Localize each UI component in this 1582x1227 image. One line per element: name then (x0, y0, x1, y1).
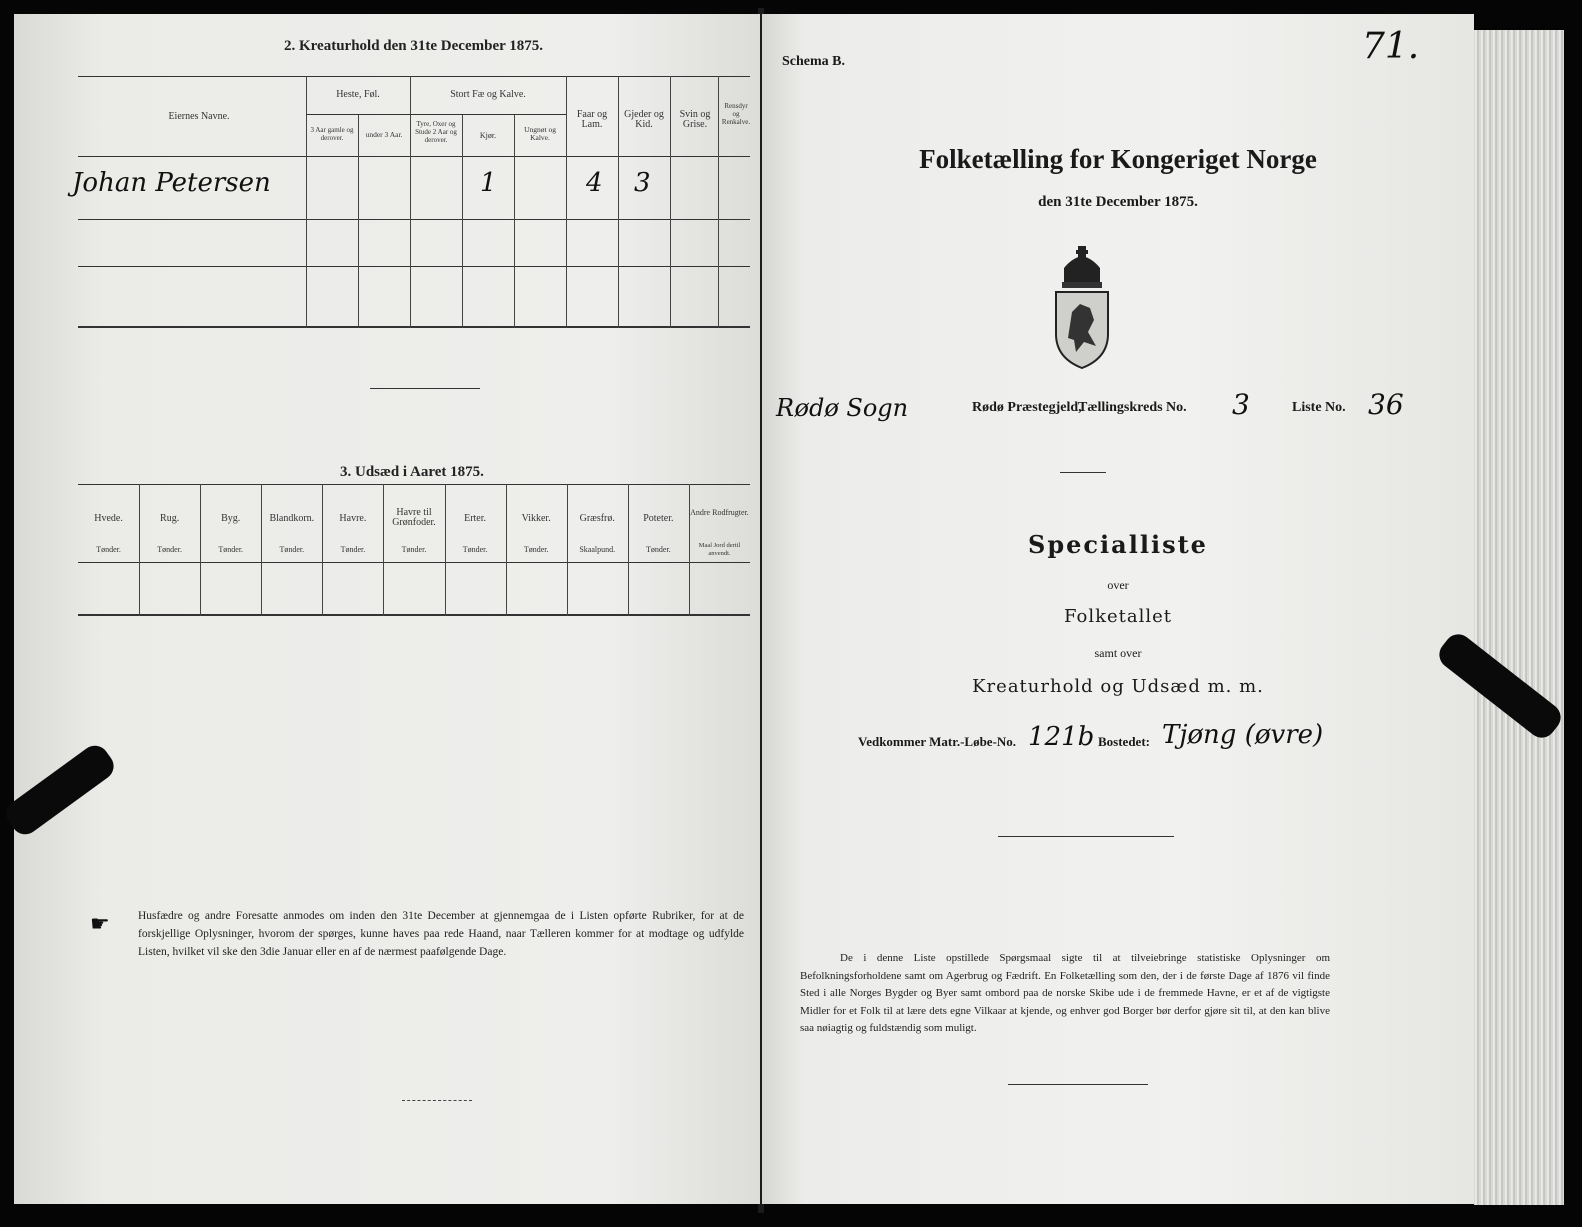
udsaed-column-name: Poteter. (643, 513, 674, 524)
gjeder-count: 3 (634, 168, 651, 198)
udsaed-column-name: Græsfrø. (579, 513, 615, 524)
group-header-heste: Heste, Føl. (336, 89, 380, 100)
table2-row-line (78, 219, 750, 220)
separator-line (998, 836, 1174, 837)
table2-vline (358, 114, 359, 328)
table2-vline (618, 76, 619, 328)
bottom-note: De i denne Liste opstillede Spørgsmaal sigte til at tilveiebringe statistiske Oplysninger om Befolkningsforholdene samt om Agerbrug og Fædrift. En Folketælling som den, der i de første Dage af 1876 vil finde Sted i alle Norges Bygder og Byer samt ombord paa de norske Skibe ude i de fremmede Havne, er et af de vigtigste Midler for et Folk til at lære dets egne Vilkaar at kjende, og enhver god Borger bør derfor gjøre sit til, at den kan blive saa nøiagtig og fuldstændig som muligt. (800, 952, 1330, 1035)
subheader-under3aar: under 3 Aar. (365, 130, 403, 139)
owner-column-header: Eiernes Navne. (168, 111, 230, 122)
udsaed-column-unit: Tønder. (218, 545, 244, 554)
bosted-label: Bostedet: (1098, 734, 1150, 749)
header-svin: Svin og Grise. (679, 109, 711, 130)
table2-row-line (78, 266, 750, 267)
left-page (14, 14, 760, 1204)
subheader-ungnot: Ungnøt og Kalve. (524, 125, 556, 142)
udsaed-column-name: Hvede. (94, 513, 123, 524)
udsaed-column-name: Andre Rodfrugter. (690, 508, 749, 517)
subheader-tyre: Tyre, Oxer og Stude 2 Aar og derover. (415, 120, 457, 144)
udsaed-column-unit: Skaalpund. (579, 545, 616, 554)
table2-group-line (306, 114, 566, 115)
footnote-text: Husfædre og andre Foresatte anmodes om inden den 31te December at gjennemgaa de i Listen opførte Rubriker, for at de forskjellige Oplysninger, hvorom der spørges, kunne haves paa rede Haand, naar Tælleren kommer for at modtage og udfylde Listen, hvilket vil ske den 3die Januar eller en af de nærmest paafølgende Dage. (138, 910, 744, 958)
udsaed-column-unit: Tønder. (279, 545, 305, 554)
over-label: over (1107, 578, 1129, 592)
coat-of-arms-icon (1050, 242, 1114, 372)
separator-line (370, 388, 480, 389)
udsaed-column-unit: Tønder. (523, 545, 549, 554)
table2-bottom-line (78, 326, 750, 328)
udsaed-column-name: Havre. (339, 513, 367, 524)
main-date: den 31te December 1875. (1038, 194, 1198, 210)
table2-header-line (78, 156, 750, 157)
praestegjeld-label: Rødø Præstegjeld, (972, 400, 1082, 415)
pointing-hand-icon: ☛ (90, 912, 110, 937)
udsaed-column-unit: Tønder. (401, 545, 427, 554)
separator-line (1008, 1084, 1148, 1085)
ornament-line (402, 1100, 472, 1101)
header-rensdyr: Rensdyr og Renkalve. (721, 102, 751, 126)
udsaed-column-name: Blandkorn. (269, 513, 315, 524)
udsaed-column-name: Havre til Grønfoder. (392, 507, 436, 528)
taellingskreds-label: Tællingskreds No. (1078, 400, 1187, 415)
faar-count: 4 (586, 168, 603, 198)
owner-name-handwritten: Johan Petersen (72, 168, 271, 198)
sogn-handwritten: Rødø Sogn (776, 394, 909, 422)
udsaed-column-name: Erter. (464, 513, 487, 524)
separator-line (1060, 472, 1106, 473)
folketallet-label: Folketallet (1063, 606, 1173, 627)
subheader-3aar: 3 Aar gamle og derover. (310, 126, 354, 142)
udsaed-column-name: Rug. (160, 513, 180, 524)
matr-label: Vedkommer Matr.-Løbe-No. (858, 734, 1017, 749)
udsaed-column-unit: Tønder. (340, 545, 366, 554)
section3-title: 3. Udsæd i Aaret 1875. (340, 464, 484, 480)
header-gjeder: Gjeder og Kid. (624, 109, 664, 130)
table2-vline (670, 76, 671, 328)
udsaed-column-unit: Maal Jord dertil anvendt. (698, 542, 741, 557)
udsaed-column-name: Byg. (221, 513, 241, 524)
udsaed-column-unit: Tønder. (646, 545, 671, 554)
header-faar: Faar og Lam. (576, 109, 608, 130)
specialliste-title: Specialliste (1028, 530, 1208, 559)
page-edges (1474, 30, 1564, 1205)
samt-over-label: samt over (1094, 646, 1142, 660)
main-title: Folketælling for Kongeriget Norge (919, 144, 1317, 174)
table3-bottom-line (78, 614, 750, 616)
table3-top-line (78, 484, 750, 485)
udsaed-column-unit: Tønder. (462, 545, 488, 554)
liste-value: 36 (1368, 388, 1404, 421)
schema-label: Schema B. (782, 54, 845, 69)
kreaturhold-label: Kreaturhold og Udsæd m. m. (972, 676, 1264, 697)
udsaed-column-name: Vikker. (521, 513, 551, 524)
bosted-value: Tjøng (øvre) (1162, 720, 1324, 750)
table2-vline (566, 76, 567, 328)
table2-vline (462, 114, 463, 328)
page-number: 71. (1362, 26, 1420, 67)
liste-label: Liste No. (1292, 400, 1346, 415)
right-page (762, 14, 1474, 1204)
table3-header-line (78, 562, 750, 563)
udsaed-column-unit: Tønder. (96, 545, 121, 554)
table2-vline (718, 76, 719, 328)
table2-top-line (78, 76, 750, 77)
udsaed-column-unit: Tønder. (157, 545, 182, 554)
group-header-storfae: Stort Fæ og Kalve. (450, 89, 526, 100)
table2-vline (514, 114, 515, 328)
taellingskreds-value: 3 (1232, 388, 1250, 421)
subheader-kjor: Kjør. (479, 131, 497, 140)
kjor-count: 1 (480, 168, 497, 198)
matr-value: 121b (1028, 722, 1095, 752)
section2-title: 2. Kreaturhold den 31te December 1875. (284, 38, 543, 54)
